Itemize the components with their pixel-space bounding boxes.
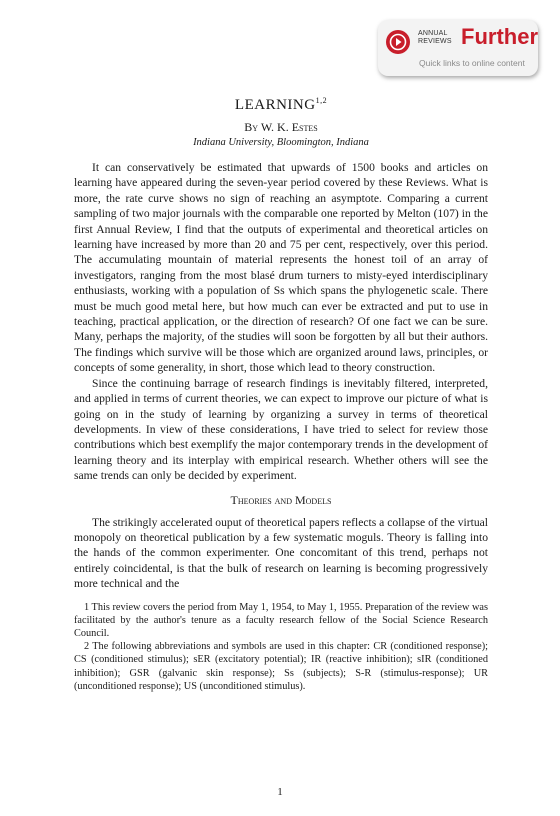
publisher-name [418,30,452,46]
publisher-line-1: ANNUAL [418,30,448,37]
title-footnote-markers: 1,2 [315,96,328,105]
section-paragraph: The strikingly accelerated ouput of theoretical papers reflects a collapse of the virtual monopoly on theoretical publication by a few systematic moguls. Theory is falling into the hands of the common experimenter. One concomitant of this trend, perhaps not entirely coincidental, is that the bulk of research on learning is becoming progressively more technical and the [74,515,488,591]
article-title [74,96,488,114]
body-paragraph: It can conservatively be estimated that upwards of 1500 books and articles on learning have appeared during the seven-year period covered by these Reviews. What is more, the rate curve shows no sign of reaching an asymptote. Comparing a current sampling of two major journals with the comparable one reported by Melton (107) in the first Annual Review, I find that the outputs of experimental and theoretical articles on learning have increased by more than 20 and 75 per cent, respectively, over this period. The accumulating mountain of material represents the honest toil of an array of investigators, ranging from the most blasé drum turners to misty-eyed interdisciplinary enthusiasts, working with a population of Ss which spans the phylogenetic scale. There must be much good metal here, but how much can ever be extracted and put to use in teaching, practical application, or the direction of research? Of one fact we can be sure. Many, perhaps the majority, of the studies will soon be forgotten by all but their authors. The findings which survive will be those which are organized around laws, principles, or concepts of some generality, in short, those which lead to theory construction. [74,161,488,375]
author-affiliation: Indiana University, Bloomington, Indiana [193,137,369,148]
play-arrow-icon [386,30,410,54]
footnote-2: 2 The following abbreviations and symbols are used in this chapter: CR (conditioned response); CS (conditioned stimulus); sER (excitatory potential); IR (reactive inhibition); sIR (conditioned inhibition); GSR (galvanic skin response); Ss (subjects); S-R (stimulus-response); UR (unconditioned response); US (unconditioned stimulus). [74,641,488,692]
annual-reviews-further-badge[interactable] [378,20,538,76]
footnotes [74,601,488,693]
page-number: 1 [277,786,283,798]
further-label: Further [461,24,538,49]
article-page [74,94,488,693]
publisher-line-2: REVIEWS [418,38,452,45]
section-heading: Theories and Models [230,492,332,507]
body-paragraph: Since the continuing barrage of research findings is inevitably filtered, interpreted, and applied in terms of current theories, we can expect to improve our picture of what is going on in the study of learning by organizing a survey in terms of theoretical developments. In view of these considerations, I have tried to select for review those contributions which best exemplify the major contemporary trends in the development of learning theory and its interplay with empirical research. Whether others will see the same trends can only be decided by experiment. [74,376,488,483]
title-text: LEARNING [234,97,316,113]
quick-links-label: Quick links to online content [419,58,525,68]
footnote-1: 1 This review covers the period from May 1, 1954, to May 1, 1955. Preparation of the review was facilitated by the author's tenure as a faculty research fellow of the Social Science Research Council. [74,601,488,639]
article-author: By W. K. Estes [244,120,318,134]
